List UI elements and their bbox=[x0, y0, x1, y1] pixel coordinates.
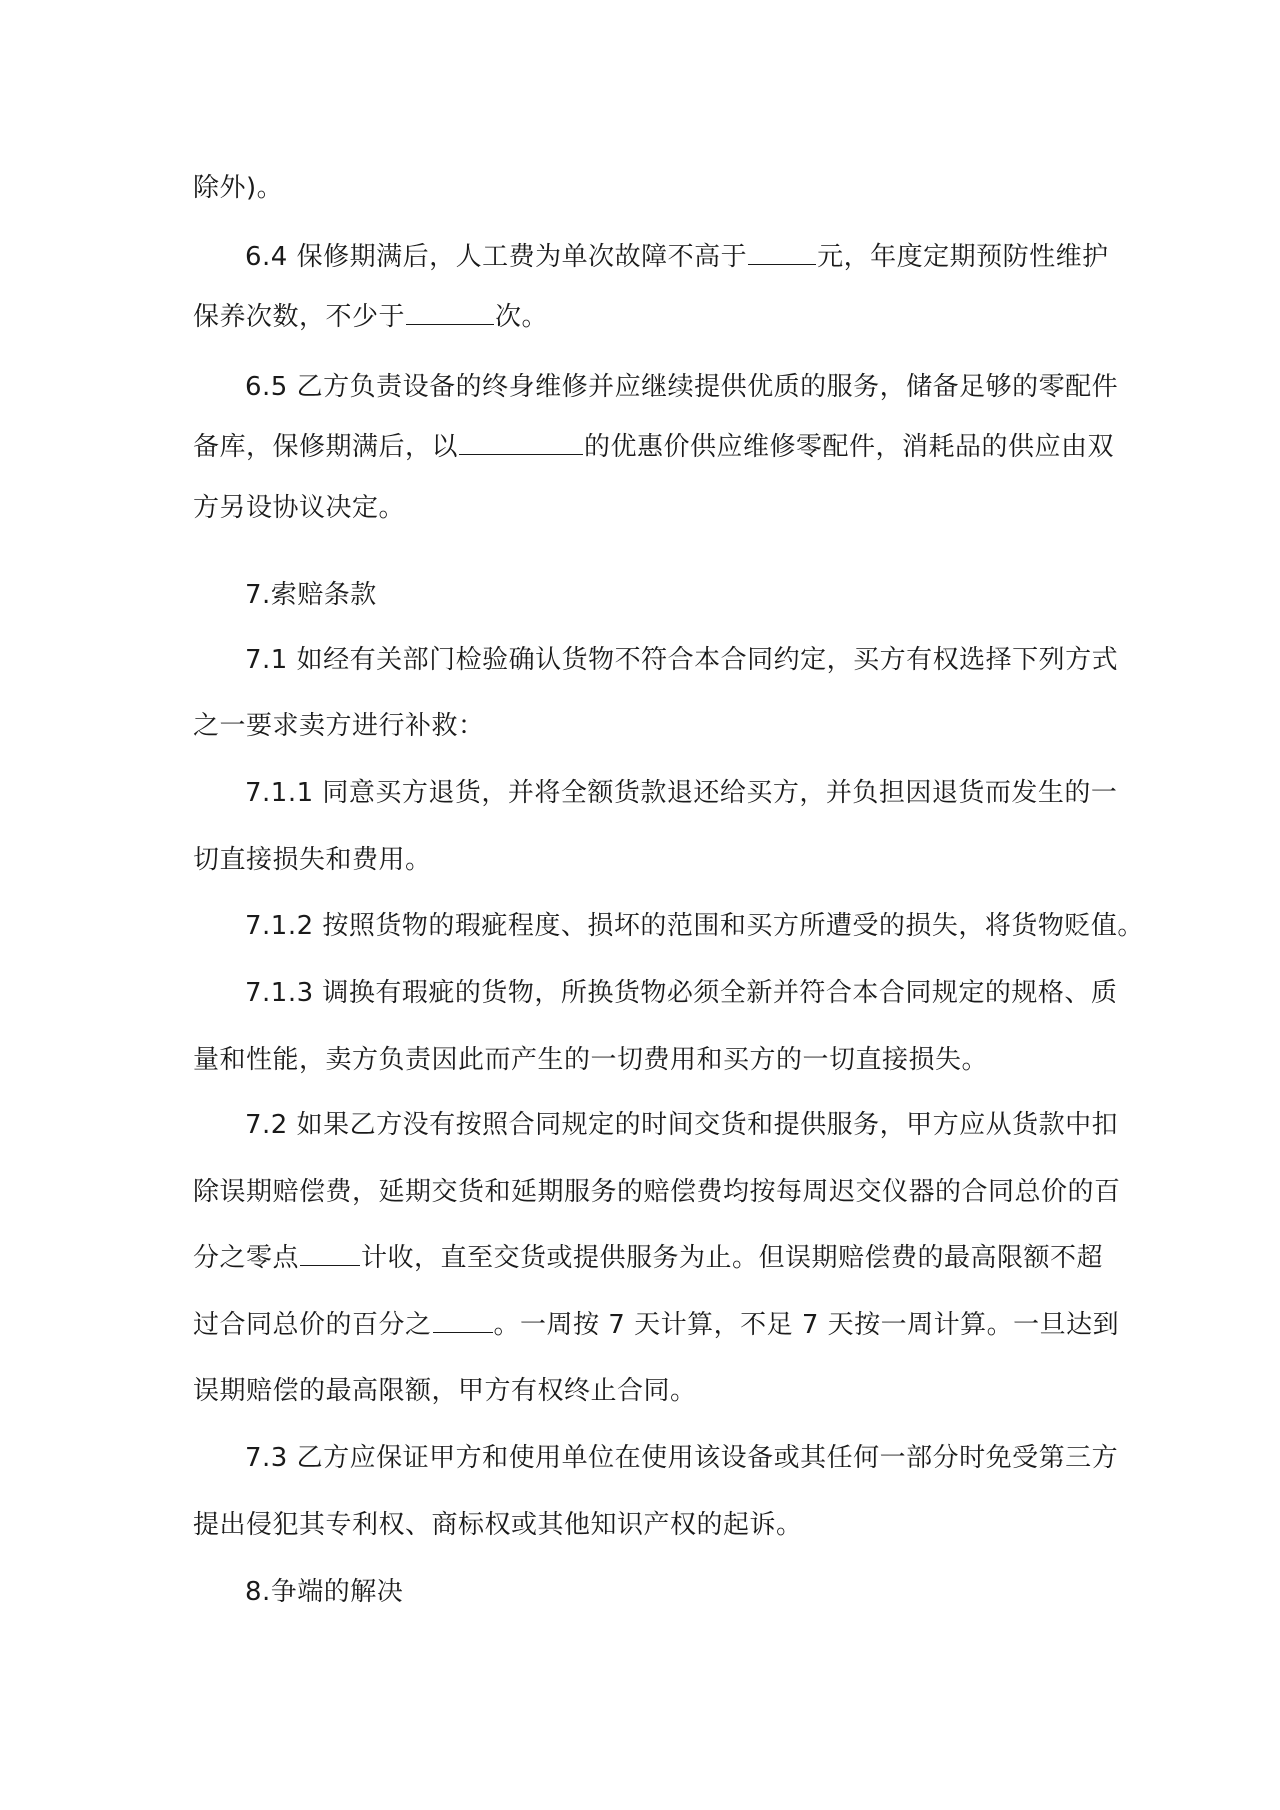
clause-7-2-line-4 bbox=[193, 1305, 1119, 1345]
clause-6-4-line-2 bbox=[193, 297, 548, 337]
clause-7-2-line-5 bbox=[193, 1371, 697, 1411]
clause-6-5-line-3 bbox=[193, 488, 405, 528]
clause-6-5-line-1 bbox=[245, 367, 1118, 407]
clause-7-1-3-line-1 bbox=[245, 973, 1117, 1013]
text: 过合同总价的百分之 bbox=[193, 1310, 432, 1340]
text: 计收，直至交货或提供服务为止。但误期赔偿费的最高限额不超 bbox=[361, 1243, 1104, 1273]
clause-7-1-1-line-1 bbox=[245, 773, 1117, 813]
text: 误期赔偿的最高限额，甲方有权终止合同。 bbox=[193, 1376, 697, 1406]
text: 备库，保修期满后，以 bbox=[193, 432, 459, 462]
text: 6.4 保修期满后，人工费为单次故障不高于 bbox=[245, 242, 748, 272]
text: 量和性能，卖方负责因此而产生的一切费用和买方的一切直接损失。 bbox=[193, 1045, 989, 1075]
clause-6-5-line-2 bbox=[193, 427, 1114, 467]
clause-6-4-line-1 bbox=[245, 237, 1109, 277]
text: 6.5 乙方负责设备的终身维修并应继续提供优质的服务，储备足够的零配件 bbox=[245, 372, 1119, 402]
text: 保养次数，不少于 bbox=[193, 302, 406, 332]
text: 7.1.2 按照货物的瑕疵程度、损坏的范围和买方所遭受的损失，将货物贬值。 bbox=[245, 911, 1144, 941]
text: 7.1 如经有关部门检验确认货物不符合本合同约定，买方有权选择下列方式 bbox=[245, 645, 1119, 675]
clause-7-1-3-line-2 bbox=[193, 1040, 988, 1080]
section-heading-8 bbox=[245, 1572, 403, 1612]
clause-7-1-line-1 bbox=[245, 640, 1118, 680]
text: 分之零点 bbox=[193, 1243, 300, 1273]
text: 7.2 如果乙方没有按照合同规定的时间交货和提供服务，甲方应从货款中扣 bbox=[245, 1110, 1119, 1140]
clause-7-1-1-line-2 bbox=[193, 840, 432, 880]
clause-7-1-line-2 bbox=[193, 706, 485, 746]
fill-blank-maintenance-count[interactable] bbox=[406, 298, 494, 325]
text: 的优惠价供应维修零配件，消耗品的供应由双 bbox=[584, 432, 1115, 462]
text: 之一要求卖方进行补救： bbox=[193, 711, 485, 741]
text: 元，年度定期预防性维护 bbox=[817, 242, 1109, 272]
clause-7-2-line-3 bbox=[193, 1238, 1103, 1278]
paragraph-line bbox=[193, 168, 283, 208]
text: 方另设协议决定。 bbox=[193, 493, 406, 523]
clause-7-3-line-1 bbox=[245, 1438, 1118, 1478]
clause-7-2-line-1 bbox=[245, 1105, 1118, 1145]
text: 除误期赔偿费，延期交货和延期服务的赔偿费均按每周迟交仪器的合同总价的百 bbox=[193, 1177, 1121, 1207]
fill-blank-labor-fee[interactable] bbox=[748, 238, 816, 265]
text: 7.1.1 同意买方退货，并将全额货款退还给买方，并负担因退货而发生的一 bbox=[245, 778, 1118, 808]
text: 7.3 乙方应保证甲方和使用单位在使用该设备或其任何一部分时免受第三方 bbox=[245, 1443, 1119, 1473]
text: 提出侵犯其专利权、商标权或其他知识产权的起诉。 bbox=[193, 1510, 803, 1540]
text: 除外)。 bbox=[193, 173, 284, 203]
text: 8.争端的解决 bbox=[245, 1577, 404, 1607]
clause-7-1-2-line-1 bbox=[245, 906, 1144, 946]
text: 7.索赔条款 bbox=[245, 580, 377, 610]
text: 7.1.3 调换有瑕疵的货物，所换货物必须全新并符合本合同规定的规格、质 bbox=[245, 978, 1118, 1008]
fill-blank-discount-price[interactable] bbox=[459, 428, 583, 455]
clause-7-3-line-2 bbox=[193, 1505, 803, 1545]
clause-7-2-line-2 bbox=[193, 1172, 1121, 1212]
fill-blank-max-penalty[interactable] bbox=[433, 1306, 493, 1333]
text: 。一周按 7 天计算，不足 7 天按一周计算。一旦达到 bbox=[493, 1310, 1120, 1340]
text: 次。 bbox=[495, 302, 549, 332]
fill-blank-penalty-rate[interactable] bbox=[300, 1239, 360, 1266]
text: 切直接损失和费用。 bbox=[193, 845, 432, 875]
section-heading-7 bbox=[245, 575, 377, 615]
